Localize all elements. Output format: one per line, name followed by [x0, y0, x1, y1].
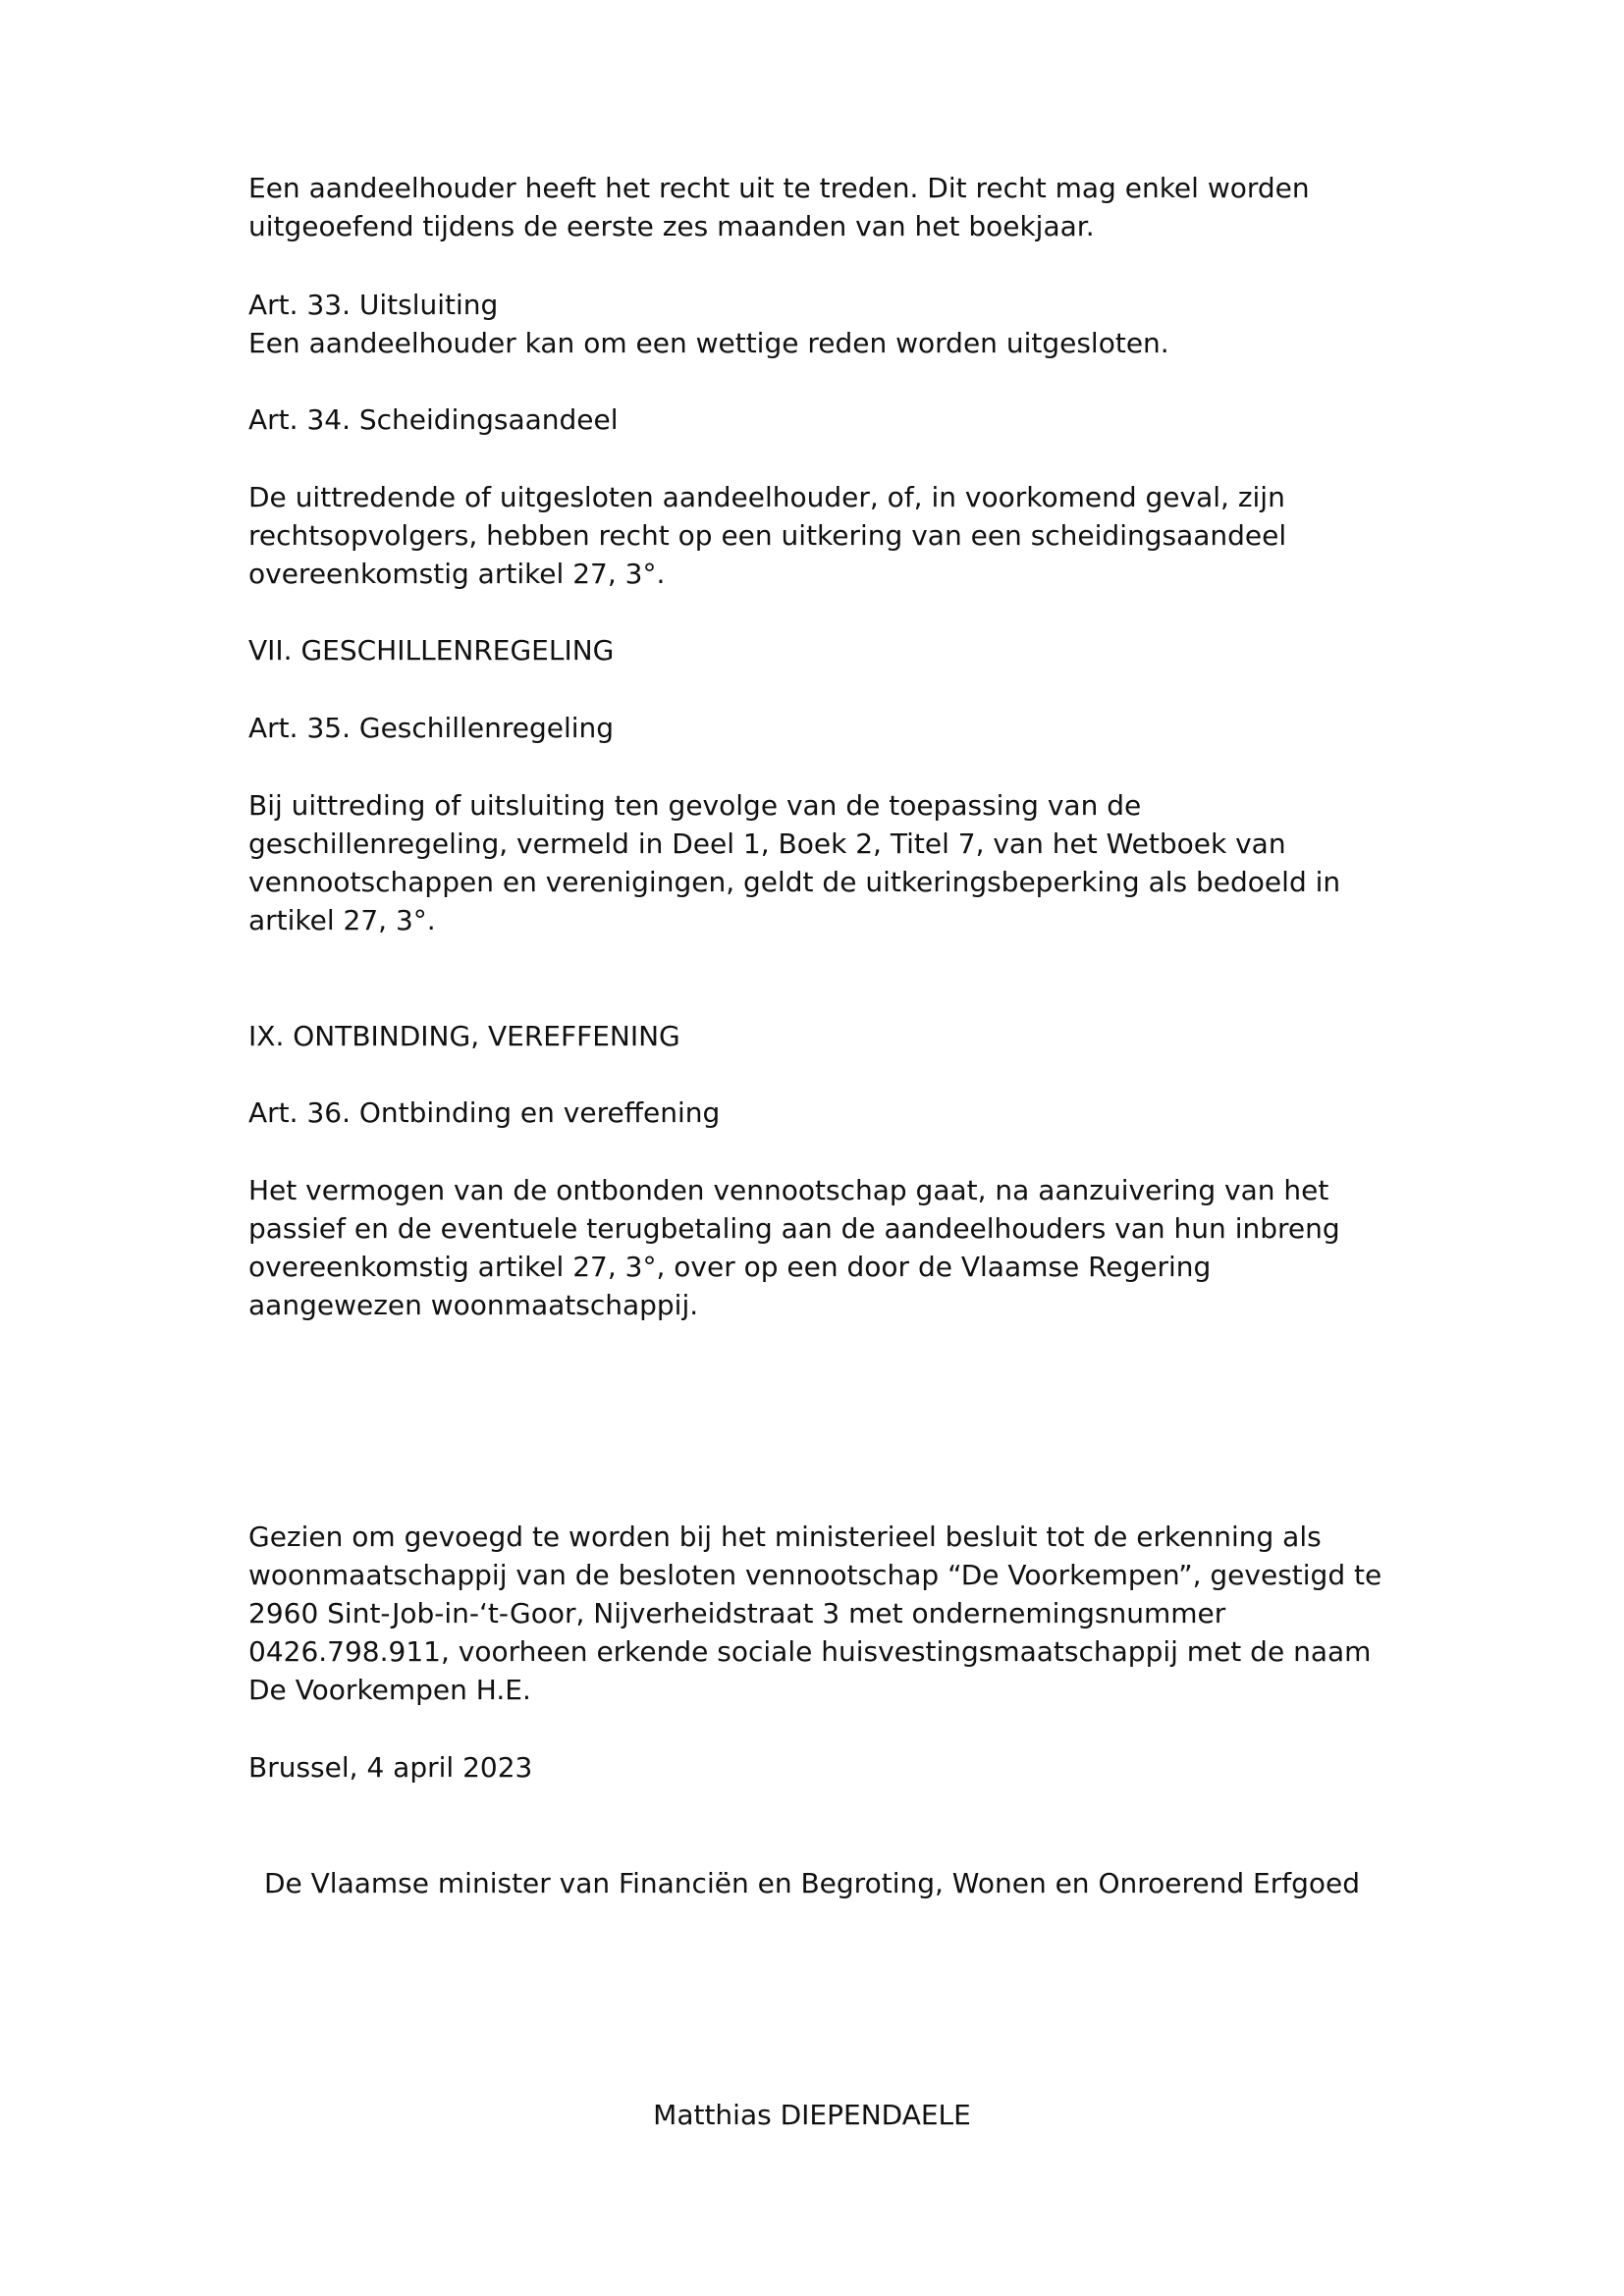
article-36-paragraph — [248, 1171, 1387, 1324]
text-line: 0426.798.911, voorheen erkende sociale huisvestingsmaatschappij met de naam — [248, 1635, 1372, 1668]
text-line: vennootschappen en verenigingen, geldt de uitkeringsbeperking als bedoeld in — [248, 866, 1341, 898]
text-line: overeenkomstig artikel 27, 3°. — [248, 558, 666, 590]
place-date — [248, 1748, 1387, 1787]
minister-title: De Vlaamse minister van Financiën en Begroting, Wonen en Onroerend Erfgoed — [263, 1867, 1361, 1899]
article-35-paragraph — [248, 786, 1387, 939]
text-line: geschillenregeling, vermeld in Deel 1, Boek 2, Titel 7, van het Wetboek van — [248, 828, 1286, 860]
section-heading-vii — [248, 631, 1387, 669]
section-heading: IX. ONTBINDING, VEREFFENING — [248, 1020, 680, 1052]
article-heading: Art. 36. Ontbinding en vereffening — [248, 1096, 721, 1129]
article-33 — [248, 286, 1387, 362]
signatory-name: Matthias DIEPENDAELE — [653, 2099, 971, 2131]
text-line: Het vermogen van de ontbonden vennootschap gaat, na aanzuivering van het — [248, 1174, 1329, 1206]
text-line: Gezien om gevoegd te worden bij het ministerieel besluit tot de erkenning als — [248, 1521, 1322, 1553]
text-line: Een aandeelhouder kan om een wettige reden worden uitgesloten. — [248, 327, 1169, 359]
article-heading: Art. 34. Scheidingsaandeel — [248, 403, 619, 436]
article-34-heading — [248, 400, 1387, 439]
text-line: Een aandeelhouder heeft het recht uit te treden. Dit recht mag enkel worden — [248, 172, 1310, 204]
text-line: De uittredende of uitgesloten aandeelhouder, of, in voorkomend geval, zijn — [248, 481, 1285, 513]
article-36-heading — [248, 1094, 1387, 1132]
text-line: uitgeoefend tijdens de eerste zes maanden van het boekjaar. — [248, 210, 1095, 242]
paragraph-uittreding — [248, 169, 1387, 245]
article-heading: Art. 35. Geschillenregeling — [248, 712, 615, 744]
text-line: aangewezen woonmaatschappij. — [248, 1289, 699, 1321]
text-line: De Voorkempen H.E. — [248, 1674, 531, 1706]
section-heading-ix — [248, 1017, 1387, 1055]
section-heading: VII. GESCHILLENREGELING — [248, 634, 615, 667]
article-34-paragraph — [248, 478, 1387, 593]
text-line: overeenkomstig artikel 27, 3°, over op een door de Vlaamse Regering — [248, 1251, 1212, 1283]
text-line: artikel 27, 3°. — [248, 904, 436, 936]
text-line: Bij uittreding of uitsluiting ten gevolge van de toepassing van de — [248, 789, 1142, 822]
place-date-text: Brussel, 4 april 2023 — [248, 1751, 533, 1784]
text-line: woonmaatschappij van de besloten vennootschap “De Voorkempen”, gevestigd te — [248, 1559, 1382, 1591]
text-line: rechtsopvolgers, hebben recht op een uitkering van een scheidingsaandeel — [248, 519, 1287, 552]
article-heading: Art. 33. Uitsluiting — [248, 289, 499, 321]
text-line: passief en de eventuele terugbetaling aan de aandeelhouders van hun inbreng — [248, 1212, 1340, 1245]
closing-statement — [248, 1518, 1387, 1709]
text-line: 2960 Sint-Job-in-‘t-Goor, Nijverheidstraat 3 met ondernemingsnummer — [248, 1597, 1226, 1629]
article-35-heading — [248, 709, 1387, 747]
